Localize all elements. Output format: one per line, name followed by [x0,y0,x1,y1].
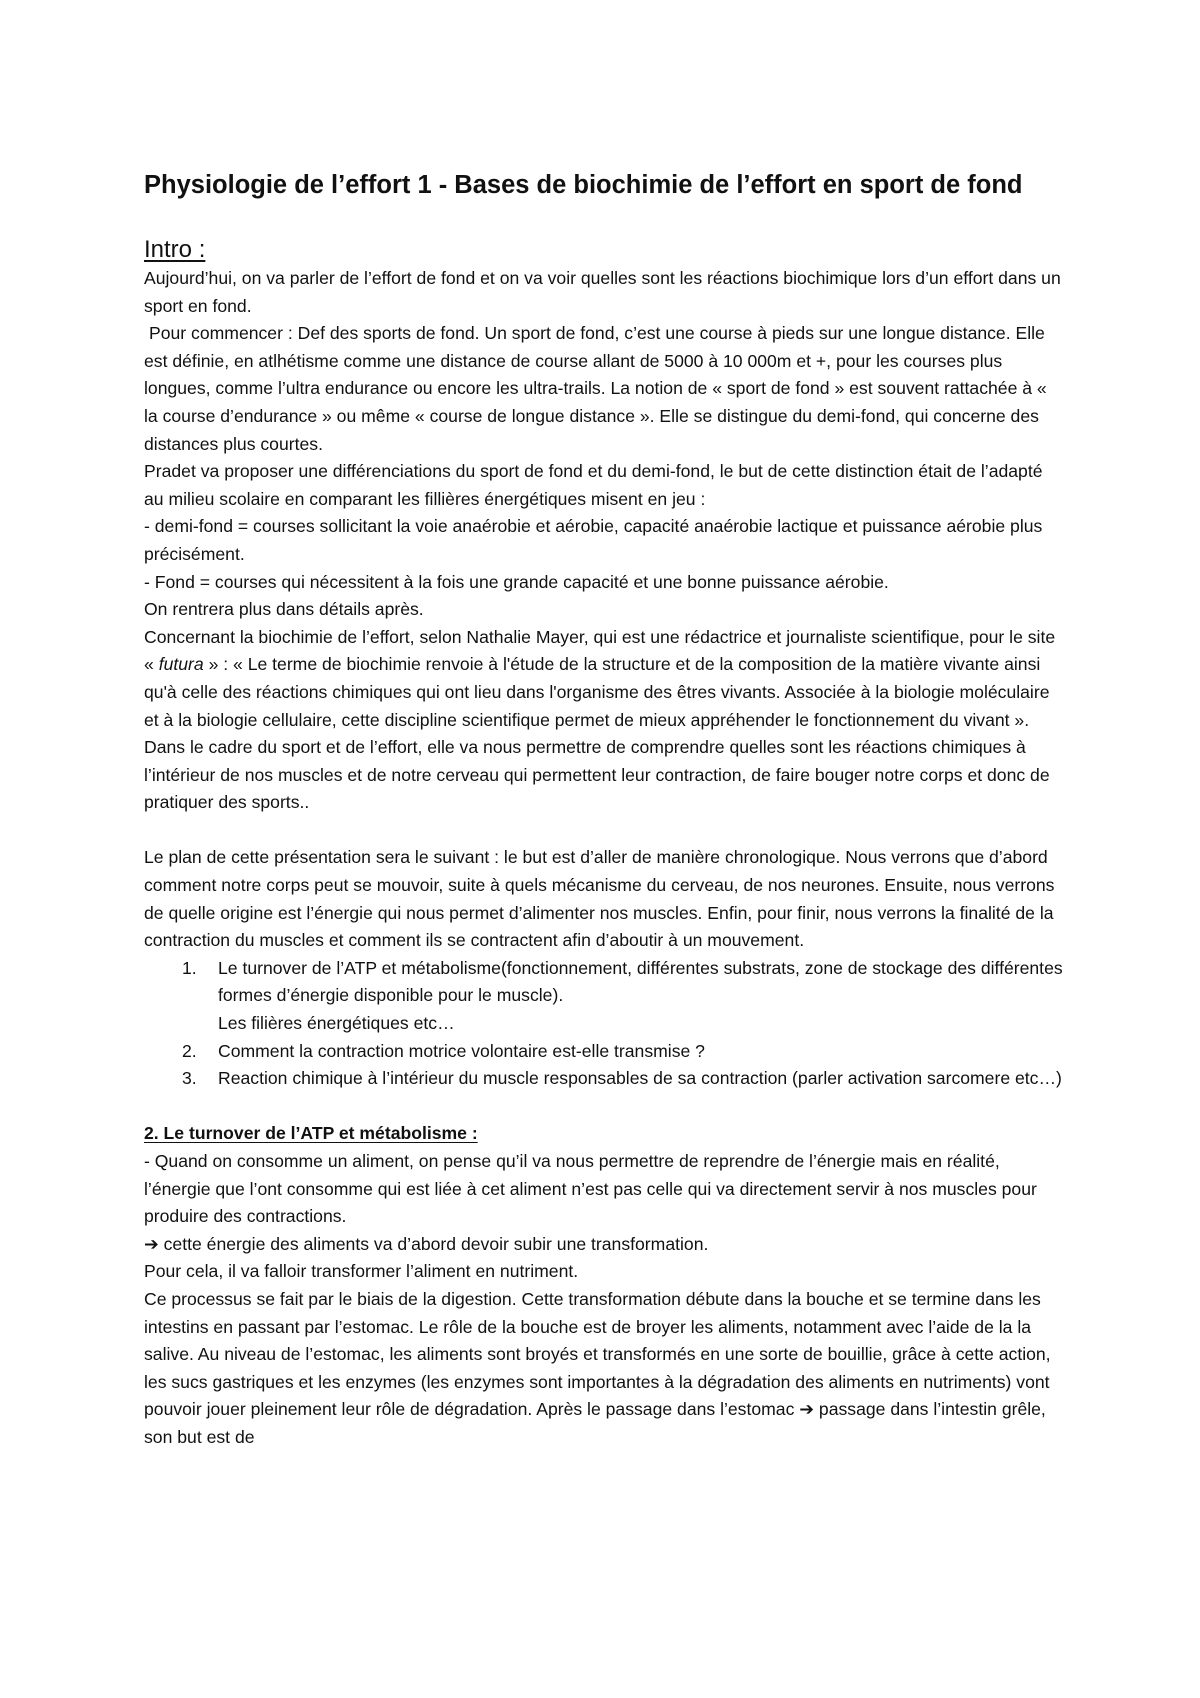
intro-paragraph-2: Pour commencer : Def des sports de fond. Un sport de fond, c’est une course à pieds sur une longue distance. Elle est définie, en atlhétisme comme une distance de course allant de 5000 à 10 000m et +, pour les courses plus longues, comme l’ultra endurance ou encore les ultra-trails. La notion de « sport de fond » est souvent rattachée à « la course d’endurance » ou même « course de longue distance ». Elle se distingue du demi-fond, qui concerne des distances plus courtes. [144,323,1047,454]
intro-paragraph-3: Pradet va proposer une différenciations du sport de fond et du demi-fond, le but de cette distinction était de l’adapté au milieu scolaire en comparant les fillières énergétiques misent en jeu : [144,461,1043,509]
plan-item [144,1065,1064,1093]
plan-item-text: Comment la contraction motrice volontaire est-elle transmise ? [218,1040,705,1061]
plan-paragraph: Le plan de cette présentation sera le suivant : le but est d’aller de manière chronologique. Nous verrons que d’abord comment notre corps peut se mouvoir, suite à quels mécanisme du cerveau, de nos neurones. Ensuite, nous verrons de quelle origine est l’énergie qui nous permet d’alimenter nos muscles. Enfin, pour finir, nous verrons la finalité de la contraction du muscles et comment ils se contractent afin d’aboutir à un mouvement. [144,847,1055,951]
plan-item-number: 2. [182,1040,197,1061]
section-2-heading: 2. Le turnover de l’ATP et métabolisme : [144,1123,478,1144]
digestion-text-end: passage dans l’intestin grêle, son but est de [144,1399,1046,1447]
blank-line [144,1093,1064,1121]
quote-source: futura [158,654,204,675]
document-title: Physiologie de l’effort 1 - Bases de biochimie de l’effort en sport de fond [144,171,1023,199]
plan-item [144,1038,1064,1066]
quote-text: » : « Le terme de biochimie renvoie à l'étude de la structure et de la composition de la matière vivante ainsi qu'à celle des réactions chimiques qui ont lieu dans l'organisme des êtres vivants. Associée à la biologie moléculaire et à la biologie cellulaire, cette discipline scientifique permet de mieux appréhender le fonctionnement du vivant ». [144,654,1050,730]
section-2-paragraph-3: Pour cela, il va falloir transformer l’aliment en nutriment. [144,1261,579,1282]
blank-line [144,817,1064,845]
intro-paragraph-7 [144,624,1064,734]
section-2-paragraph-2 [144,1231,1064,1259]
plan-item-text: Le turnover de l’ATP et métabolisme(fonctionnement, différentes substrats, zone de stockage des différentes formes d’énergie disponible pour le muscle). [218,957,1063,1006]
arrow-right-icon: ➔ [144,1233,159,1254]
intro-heading: Intro : [144,236,206,263]
intro-paragraph-6: On rentrera plus dans détails après. [144,599,424,620]
plan-item-text: Reaction chimique à l’intérieur du muscle responsables de sa contraction (parler activation sarcomere etc…) [218,1068,1062,1089]
section-2-arrow-text: cette énergie des aliments va d’abord devoir subir une transformation. [158,1233,709,1254]
intro-paragraph-4: - demi-fond = courses sollicitant la voie anaérobie et aérobie, capacité anaérobie lactique et puissance aérobie plus précisément. [144,516,1043,564]
section-2-paragraph-4 [144,1286,1064,1452]
document-body [144,168,1064,1452]
section-2-paragraph-1: - Quand on consomme un aliment, on pense qu’il va nous permettre de reprendre de l’énergie mais en réalité, l’énergie que l’ont consomme qui est liée à cet aliment n’est pas celle qui va directement servir à nos muscles pour produire des contractions. [144,1151,1037,1227]
arrow-right-icon: ➔ [799,1399,815,1420]
plan-list [144,955,1064,1093]
plan-item-number: 1. [182,957,197,978]
intro-paragraph-1: Aujourd’hui, on va parler de l’effort de fond et on va voir quelles sont les réactions biochimique lors d’un effort dans un sport en fond. [144,268,1061,316]
quote-lead: Concernant la biochimie de l’effort, selon Nathalie Mayer, qui est une rédactrice et journaliste scientifique, pour le site « [144,626,1056,675]
intro-paragraph-5: - Fond = courses qui nécessitent à la fois une grande capacité et une bonne puissance aérobie. [144,571,889,592]
plan-item-extra: Les filières énergétiques etc… [218,1013,455,1034]
digestion-text: Ce processus se fait par le biais de la digestion. Cette transformation débute dans la bouche et se termine dans les intestins en passant par l’estomac. Le rôle de la bouche est de broyer les aliments, notamment avec l’aide de la la salive. Au niveau de l’estomac, les aliments sont broyés et transformés en une sorte de bouillie, grâce à cette action, les sucs gastriques et les enzymes (les enzymes sont importantes à la dégradation des aliments en nutriments) vont pouvoir jouer pleinement leur rôle de dégradation. Après le passage dans l’estomac [144,1288,1051,1420]
intro-paragraph-8: Dans le cadre du sport et de l’effort, elle va nous permettre de comprendre quelles sont les réactions chimiques à l’intérieur de nos muscles et de notre cerveau qui permettent leur contraction, de faire bouger notre corps et donc de pratiquer des sports.. [144,737,1050,813]
plan-item-number: 3. [182,1068,197,1089]
plan-item [144,955,1064,1038]
